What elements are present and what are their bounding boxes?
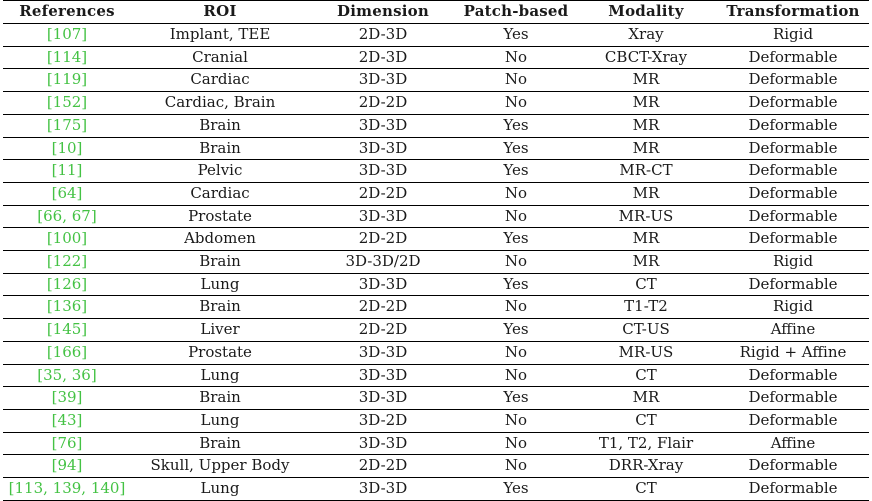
- cell-reference: [3, 387, 131, 410]
- table-row: [3, 273, 869, 296]
- cell-roi: Pelvic: [197, 161, 243, 180]
- table-row: [3, 364, 869, 387]
- cell-roi: Cardiac, Brain: [164, 93, 276, 112]
- cell-transformation: Deformable: [748, 138, 838, 157]
- cell-roi: Prostate: [188, 206, 252, 225]
- cell-patch-based: No: [504, 47, 528, 66]
- reference-link[interactable]: [126]: [46, 274, 88, 293]
- cell-dimension: 3D-3D: [358, 138, 408, 157]
- cell-reference: [3, 137, 131, 160]
- cell-modality: CT: [635, 410, 657, 429]
- cell-modality: MR: [632, 183, 660, 202]
- cell-transformation: Deformable: [748, 47, 838, 66]
- cell-modality: T1, T2, Flair: [598, 433, 694, 452]
- table-header: [3, 1, 869, 24]
- cell-dimension: 2D-2D: [358, 297, 408, 316]
- cell-dimension: 3D-3D: [358, 206, 408, 225]
- cell-transformation: Deformable: [748, 161, 838, 180]
- cell-dimension: 3D-2D: [358, 410, 408, 429]
- cell-reference: [3, 228, 131, 251]
- table-row: [3, 455, 869, 478]
- cell-roi: Cranial: [192, 47, 248, 66]
- reference-link[interactable]: [166]: [46, 342, 88, 361]
- cell-reference: [3, 455, 131, 478]
- cell-dimension: 3D-3D/2D: [345, 252, 421, 271]
- cell-roi: Lung: [200, 365, 240, 384]
- table-row: [3, 137, 869, 160]
- cell-modality: Xray: [628, 25, 664, 43]
- cell-dimension: 2D-2D: [358, 456, 408, 475]
- cell-reference: [3, 478, 131, 501]
- cell-patch-based: No: [504, 342, 528, 361]
- reference-link[interactable]: [43]: [51, 410, 83, 429]
- reference-link[interactable]: [119]: [46, 70, 88, 89]
- cell-roi: Cardiac: [190, 183, 250, 202]
- cell-roi: Brain: [199, 388, 241, 407]
- cell-transformation: Deformable: [748, 183, 838, 202]
- cell-roi: Liver: [200, 320, 240, 339]
- header-references: References: [19, 2, 115, 21]
- cell-patch-based: Yes: [503, 115, 529, 134]
- cell-dimension: 3D-3D: [358, 342, 408, 361]
- cell-transformation: Deformable: [748, 115, 838, 134]
- cell-patch-based: Yes: [503, 138, 529, 157]
- cell-modality: DRR-Xray: [608, 456, 684, 475]
- cell-patch-based: No: [504, 433, 528, 452]
- cell-transformation: Deformable: [748, 456, 838, 475]
- cell-dimension: 3D-3D: [358, 365, 408, 384]
- cell-modality: CT-US: [622, 320, 670, 339]
- cell-roi: Implant, TEE: [169, 25, 271, 43]
- cell-patch-based: Yes: [503, 274, 529, 293]
- cell-patch-based: No: [504, 183, 528, 202]
- cell-transformation: Rigid: [772, 252, 814, 271]
- cell-transformation: Rigid: [772, 25, 814, 43]
- reference-link[interactable]: [114]: [46, 47, 88, 66]
- reference-link[interactable]: [11]: [51, 161, 83, 180]
- table-row: [3, 182, 869, 205]
- cell-reference: [3, 364, 131, 387]
- cell-dimension: 3D-3D: [358, 274, 408, 293]
- cell-patch-based: No: [504, 206, 528, 225]
- reference-link[interactable]: [64]: [51, 183, 83, 202]
- table-body: [3, 24, 869, 501]
- table-row: [3, 432, 869, 455]
- cell-reference: [3, 319, 131, 342]
- reference-link[interactable]: [175]: [46, 115, 88, 134]
- cell-dimension: 2D-2D: [358, 93, 408, 112]
- table-row: [3, 228, 869, 251]
- cell-modality: MR: [632, 115, 660, 134]
- cell-transformation: Affine: [770, 433, 816, 452]
- reference-link[interactable]: [152]: [46, 93, 88, 112]
- header-modality: Modality: [608, 2, 684, 21]
- cell-reference: [3, 432, 131, 455]
- cell-patch-based: No: [504, 297, 528, 316]
- cell-roi: Brain: [199, 115, 241, 134]
- table-row: [3, 409, 869, 432]
- header-transformation: Transformation: [726, 2, 860, 21]
- cell-patch-based: No: [504, 365, 528, 384]
- cell-reference: [3, 273, 131, 296]
- cell-modality: MR: [632, 252, 660, 271]
- cell-reference: [3, 69, 131, 92]
- cell-dimension: 2D-2D: [358, 183, 408, 202]
- table-row: [3, 251, 869, 274]
- table-row: [3, 478, 869, 501]
- cell-patch-based: Yes: [503, 388, 529, 407]
- cell-patch-based: No: [504, 456, 528, 475]
- cell-dimension: 3D-3D: [358, 388, 408, 407]
- cell-modality: CT: [635, 479, 657, 498]
- cell-modality: MR: [632, 138, 660, 157]
- table-row: [3, 205, 869, 228]
- table-row: [3, 46, 869, 69]
- cell-roi: Skull, Upper Body: [150, 456, 290, 475]
- cell-modality: MR-CT: [619, 161, 673, 180]
- cell-roi: Brain: [199, 138, 241, 157]
- table-row: [3, 319, 869, 342]
- header-roi: ROI: [203, 2, 237, 21]
- cell-reference: [3, 409, 131, 432]
- cell-dimension: 3D-3D: [358, 115, 408, 134]
- cell-patch-based: No: [504, 410, 528, 429]
- cell-modality: T1-T2: [624, 297, 668, 316]
- cell-dimension: 2D-2D: [358, 229, 408, 248]
- cell-patch-based: No: [504, 70, 528, 89]
- reference-link[interactable]: [94]: [51, 456, 83, 475]
- table-row: [3, 387, 869, 410]
- cell-transformation: Deformable: [748, 93, 838, 112]
- reference-link[interactable]: [66, 67]: [37, 206, 97, 225]
- cell-reference: [3, 182, 131, 205]
- cell-roi: Brain: [199, 252, 241, 271]
- cell-dimension: 3D-3D: [358, 479, 408, 498]
- reference-link[interactable]: [10]: [51, 138, 83, 157]
- cell-reference: [3, 160, 131, 183]
- table-row: [3, 341, 869, 364]
- cell-reference: [3, 251, 131, 274]
- cell-dimension: 2D-3D: [358, 25, 408, 43]
- cell-patch-based: Yes: [503, 320, 529, 339]
- cell-patch-based: No: [504, 252, 528, 271]
- reference-link[interactable]: [76]: [51, 433, 83, 452]
- cell-reference: [3, 341, 131, 364]
- cell-transformation: Deformable: [748, 229, 838, 248]
- cell-roi: Brain: [199, 433, 241, 452]
- cell-transformation: Deformable: [748, 274, 838, 293]
- cell-roi: Lung: [200, 410, 240, 429]
- cell-roi: Lung: [200, 479, 240, 498]
- cell-roi: Lung: [200, 274, 240, 293]
- registration-methods-table-container: [3, 0, 869, 501]
- cell-modality: MR: [632, 388, 660, 407]
- header-dimension: Dimension: [337, 2, 429, 21]
- table-row: [3, 69, 869, 92]
- cell-roi: Prostate: [188, 342, 252, 361]
- cell-transformation: Deformable: [748, 70, 838, 89]
- cell-reference: [3, 114, 131, 137]
- cell-patch-based: No: [504, 93, 528, 112]
- reference-link[interactable]: [113, 139, 140]: [8, 479, 126, 498]
- table-row: [3, 24, 869, 47]
- cell-dimension: 3D-3D: [358, 433, 408, 452]
- cell-reference: [3, 24, 131, 47]
- cell-dimension: 2D-3D: [358, 47, 408, 66]
- reference-link[interactable]: [39]: [51, 388, 83, 407]
- cell-transformation: Rigid + Affine: [739, 342, 847, 361]
- cell-transformation: Deformable: [748, 388, 838, 407]
- cell-dimension: 2D-2D: [358, 320, 408, 339]
- reference-link[interactable]: [122]: [46, 252, 88, 271]
- reference-link[interactable]: [107]: [46, 25, 88, 43]
- cell-transformation: Deformable: [748, 410, 838, 429]
- cell-modality: CT: [635, 274, 657, 293]
- registration-methods-table: [3, 0, 869, 501]
- cell-transformation: Deformable: [748, 206, 838, 225]
- table-row: [3, 114, 869, 137]
- cell-patch-based: Yes: [503, 25, 529, 43]
- cell-reference: [3, 92, 131, 115]
- reference-link[interactable]: [136]: [46, 297, 88, 316]
- cell-roi: Abdomen: [184, 229, 256, 248]
- reference-link[interactable]: [145]: [46, 320, 88, 339]
- cell-modality: MR: [632, 70, 660, 89]
- reference-link[interactable]: [35, 36]: [37, 365, 97, 384]
- cell-reference: [3, 296, 131, 319]
- cell-patch-based: Yes: [503, 161, 529, 180]
- cell-modality: MR: [632, 229, 660, 248]
- table-row: [3, 160, 869, 183]
- cell-roi: Cardiac: [190, 70, 250, 89]
- cell-modality: MR-US: [618, 206, 674, 225]
- cell-modality: CT: [635, 365, 657, 384]
- cell-patch-based: Yes: [503, 229, 529, 248]
- table-row: [3, 92, 869, 115]
- cell-dimension: 3D-3D: [358, 70, 408, 89]
- header-patch-based: Patch-based: [463, 2, 569, 21]
- cell-roi: Brain: [199, 297, 241, 316]
- cell-transformation: Deformable: [748, 365, 838, 384]
- reference-link[interactable]: [100]: [46, 229, 88, 248]
- cell-transformation: Affine: [770, 320, 816, 339]
- cell-transformation: Deformable: [748, 479, 838, 498]
- cell-patch-based: Yes: [503, 479, 529, 498]
- cell-reference: [3, 46, 131, 69]
- cell-reference: [3, 205, 131, 228]
- cell-dimension: 3D-3D: [358, 161, 408, 180]
- cell-transformation: Rigid: [772, 297, 814, 316]
- cell-modality: CBCT-Xray: [604, 47, 688, 66]
- cell-modality: MR: [632, 93, 660, 112]
- header-row: [3, 1, 869, 24]
- cell-modality: MR-US: [618, 342, 674, 361]
- table-row: [3, 296, 869, 319]
